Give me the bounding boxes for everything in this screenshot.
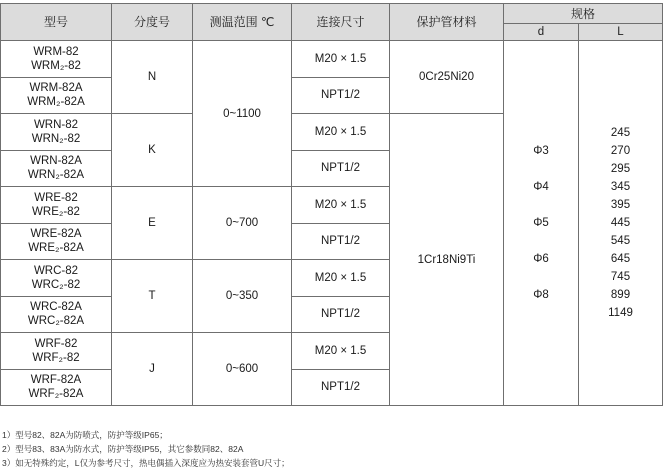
header-division: 分度号 bbox=[112, 4, 193, 41]
d-value: Φ5 bbox=[533, 217, 549, 229]
model-cell: WRE-82A WRE₂-82A bbox=[1, 223, 112, 260]
L-value: 645 bbox=[610, 253, 631, 265]
header-spec: 规格 bbox=[504, 4, 663, 24]
model-cell: WRM-82 WRM₂-82 bbox=[1, 41, 112, 78]
range-cell: 0~700 bbox=[193, 187, 292, 260]
footnote: 3）如无特殊约定，L仅为参考尺寸，热电偶插入深度应为热安装套管U尺寸； bbox=[2, 458, 290, 468]
d-value: Φ8 bbox=[533, 289, 549, 301]
material-cell: 0Cr25Ni20 bbox=[390, 41, 504, 114]
connection-cell: M20 × 1.5 bbox=[292, 333, 390, 370]
connection-cell: NPT1/2 bbox=[292, 223, 390, 260]
L-value: 745 bbox=[610, 271, 631, 283]
spec-table bbox=[0, 3, 663, 406]
L-value: 270 bbox=[610, 145, 631, 157]
header-model: 型号 bbox=[1, 4, 112, 41]
division-cell: K bbox=[112, 114, 193, 187]
connection-cell: NPT1/2 bbox=[292, 77, 390, 114]
header-L: L bbox=[579, 24, 663, 41]
header-range: 测温范围 ℃ bbox=[193, 4, 292, 41]
L-values-cell bbox=[579, 41, 663, 406]
d-value: Φ3 bbox=[533, 145, 549, 157]
header-d: d bbox=[504, 24, 579, 41]
connection-cell: M20 × 1.5 bbox=[292, 187, 390, 224]
model-cell: WRN-82A WRN₂-82A bbox=[1, 150, 112, 187]
connection-cell: M20 × 1.5 bbox=[292, 41, 390, 78]
range-cell: 0~1100 bbox=[193, 41, 292, 187]
L-value: 445 bbox=[610, 217, 631, 229]
connection-cell: M20 × 1.5 bbox=[292, 260, 390, 297]
footnote: 2）型号83、83A为防水式，防护等级IP55，其它参数同82、82A bbox=[2, 444, 244, 454]
model-cell: WRC-82A WRC₂-82A bbox=[1, 296, 112, 333]
model-cell: WRF-82 WRF₂-82 bbox=[1, 333, 112, 370]
model-cell: WRC-82 WRC₂-82 bbox=[1, 260, 112, 297]
L-value: 545 bbox=[610, 235, 631, 247]
L-value: 1149 bbox=[608, 307, 633, 319]
L-value: 395 bbox=[610, 199, 631, 211]
header-connection: 连接尺寸 bbox=[292, 4, 390, 41]
footnote: 1）型号82、82A为防喷式，防护等级IP65； bbox=[2, 430, 168, 440]
model-cell: WRF-82A WRF₂-82A bbox=[1, 369, 112, 406]
range-cell: 0~350 bbox=[193, 260, 292, 333]
material-cell: 1Cr18Ni9Ti bbox=[390, 114, 504, 406]
connection-cell: NPT1/2 bbox=[292, 369, 390, 406]
L-value: 899 bbox=[610, 289, 631, 301]
L-value: 295 bbox=[610, 163, 631, 175]
range-cell: 0~600 bbox=[193, 333, 292, 406]
model-cell: WRM-82A WRM₂-82A bbox=[1, 77, 112, 114]
division-cell: J bbox=[112, 333, 193, 406]
division-cell: N bbox=[112, 41, 193, 114]
d-value: Φ6 bbox=[533, 253, 549, 265]
division-cell: T bbox=[112, 260, 193, 333]
division-cell: E bbox=[112, 187, 193, 260]
model-cell: WRE-82 WRE₂-82 bbox=[1, 187, 112, 224]
L-value: 245 bbox=[610, 127, 631, 139]
footnotes bbox=[2, 428, 290, 470]
connection-cell: M20 × 1.5 bbox=[292, 114, 390, 151]
connection-cell: NPT1/2 bbox=[292, 296, 390, 333]
d-values-cell bbox=[504, 41, 579, 406]
connection-cell: NPT1/2 bbox=[292, 150, 390, 187]
model-cell: WRN-82 WRN₂-82 bbox=[1, 114, 112, 151]
L-value: 345 bbox=[610, 181, 631, 193]
d-value: Φ4 bbox=[533, 181, 549, 193]
header-material: 保护管材料 bbox=[390, 4, 504, 41]
